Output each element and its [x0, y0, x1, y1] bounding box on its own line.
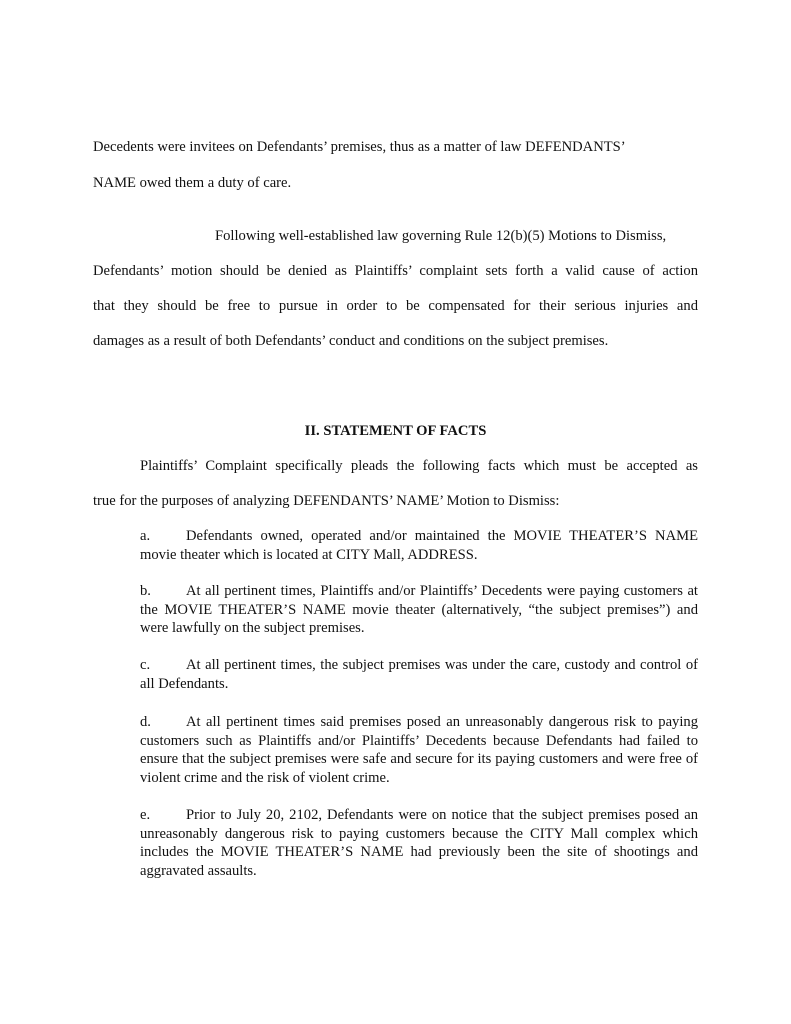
- intro-line-2: NAME owed them a duty of care.: [93, 175, 292, 191]
- paragraph-2-line-1: Following well-established law governing Rule 12(b)(5) Motions to Dismiss,: [215, 228, 667, 244]
- fact-text: Prior to July 20, 2102, Defendants were on notice that the subject premises posed an unreasonably dangerous risk to paying customers because the CITY Mall complex which includes the MOVIE THEATER’S NAME had previously been the site of shootings and aggravated assaults.: [140, 807, 698, 879]
- fact-marker: e.: [140, 807, 151, 823]
- fact-item-b: [140, 582, 698, 638]
- section-heading: II. STATEMENT OF FACTS: [304, 423, 487, 439]
- fact-text: Defendants owned, operated and/or maintained the MOVIE THEATER’S NAME movie theater which is located at CITY Mall, ADDRESS.: [140, 528, 698, 563]
- fact-text: At all pertinent times said premises posed an unreasonably dangerous risk to paying customers such as Plaintiffs and/or Plaintiffs’ Decedents because Defendants had failed to ensure that the subject premises were safe and secure for its paying customers and were free of violent crime and the risk of violent crime.: [140, 714, 698, 786]
- fact-marker: a.: [140, 528, 151, 544]
- section-intro-line-1: Plaintiffs’ Complaint specifically pleads the following facts which must be accepted as: [140, 458, 698, 474]
- intro-line-1: Decedents were invitees on Defendants’ premises, thus as a matter of law DEFENDANTS’: [93, 139, 626, 155]
- fact-item-c: [140, 656, 698, 693]
- fact-item-e: [140, 806, 698, 880]
- fact-item-a: [140, 527, 698, 564]
- section-intro-line-2: true for the purposes of analyzing DEFENDANTS’ NAME’ Motion to Dismiss:: [93, 493, 560, 509]
- fact-text: At all pertinent times, the subject premises was under the care, custody and control of all Defendants.: [140, 657, 698, 692]
- paragraph-2-line-3: that they should be free to pursue in order to be compensated for their serious injuries and: [93, 298, 698, 314]
- fact-text: At all pertinent times, Plaintiffs and/or Plaintiffs’ Decedents were paying customers at the MOVIE THEATER’S NAME movie theater (alternatively, “the subject premises”) and were lawfully on the subject premises.: [140, 583, 698, 636]
- fact-marker: c.: [140, 657, 151, 673]
- fact-marker: b.: [140, 583, 151, 599]
- fact-marker: d.: [140, 714, 151, 730]
- paragraph-2-line-2: Defendants’ motion should be denied as Plaintiffs’ complaint sets forth a valid cause of action: [93, 263, 698, 279]
- fact-item-d: [140, 713, 698, 787]
- paragraph-2-line-4: damages as a result of both Defendants’ conduct and conditions on the subject premises.: [93, 333, 609, 349]
